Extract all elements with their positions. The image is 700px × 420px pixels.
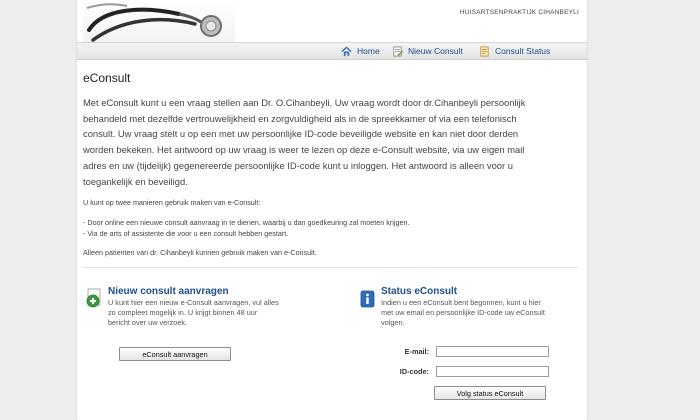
new-consult-icon	[392, 46, 403, 57]
intro-line: adres en uw (tijdelijk) gegenereerde persoonlijke ID-code kunt u inloggen. Het antwoord is alleen voor u	[83, 159, 513, 171]
section-divider	[83, 267, 579, 268]
new-consult-text-line: bericht over uw verzoek.	[108, 318, 188, 328]
way-item-online: - Door online een nieuwe consult aanvraag in te dienen, waarbij u dan goedkeuring zal moeten krijgen.	[83, 218, 410, 227]
home-icon	[341, 46, 352, 57]
nav-consult-status-label: Consult Status	[495, 46, 551, 56]
status-econsult-title: Status eConsult	[381, 286, 458, 297]
email-label: E-mail:	[404, 347, 429, 356]
page-title: eConsult	[83, 71, 131, 85]
ways-intro: U kunt op twee manieren gebruik maken van e-Consult:	[83, 198, 261, 207]
page-container	[77, 0, 587, 420]
new-consult-description	[108, 298, 279, 329]
new-consult-text-line: zo compleet mogelijk in. U krijgt binnen 48 uur	[108, 308, 258, 318]
intro-line: behandeld met dezelfde vertrouwelijkheid en zorgvuldigheid als in de spreekkamer of via een telefonisch	[83, 112, 517, 124]
new-consult-title: Nieuw consult aanvragen	[108, 286, 229, 297]
way-item-doctor: - Via de arts of assistente die voor u een consult hebben gestart.	[83, 229, 289, 238]
stethoscope-banner-image	[83, 0, 235, 42]
nav-home[interactable]	[341, 45, 380, 57]
status-text-line: volgen.	[381, 318, 405, 328]
new-consult-text-line: U kunt hier een nieuw e-Consult aanvragen, vul alles	[108, 298, 279, 307]
status-econsult-description	[381, 298, 545, 329]
practice-name: HUISARTSENPRAKTIJK CIHANBEYLI	[459, 9, 579, 16]
email-field[interactable]	[436, 346, 549, 357]
intro-line: consult. Uw vraag stelt u op een met uw persoonlijke ID-code beveiligde website en kan niet door derden	[83, 128, 519, 140]
stethoscope-icon	[83, 0, 235, 42]
intro-line: Met eConsult kunt u een vraag stellen aan Dr. O.Cihanbeyli. Uw vraag wordt door dr.Cihanbeyli persoonlijk	[83, 97, 526, 108]
intro-line: toegankelijk en beveiligd.	[83, 175, 188, 187]
request-econsult-button[interactable]: eConsult aanvragen	[119, 347, 231, 361]
nav-home-label: Home	[357, 46, 380, 56]
intro-paragraph	[83, 95, 579, 189]
intro-line: worden bekeken. Het antwoord op uw vraag is weer te lezen op deze e-Consult website, via uw eigen mail	[83, 144, 525, 156]
patients-note: Alleen patienten van dr. Cihanbeyli kunnen gebruik maken van e-Consult.	[83, 248, 317, 257]
idcode-field[interactable]	[436, 366, 549, 377]
idcode-label: ID-code:	[399, 367, 429, 376]
consult-status-icon	[479, 46, 490, 57]
info-icon	[359, 289, 376, 309]
new-document-plus-icon	[86, 288, 103, 308]
top-navigation	[77, 43, 587, 60]
nav-new-consult[interactable]	[392, 45, 463, 57]
nav-new-consult-label: Nieuw Consult	[408, 46, 463, 56]
header-banner	[77, 0, 587, 43]
follow-status-button[interactable]: Volg status eConsult	[434, 386, 546, 400]
status-text-line: met uw email en persoonlijke ID-code uw eConsult	[381, 308, 545, 318]
status-text-line: Indien u een eConsult bent begonnen, kunt u hier	[381, 298, 541, 307]
nav-consult-status[interactable]	[479, 45, 550, 57]
